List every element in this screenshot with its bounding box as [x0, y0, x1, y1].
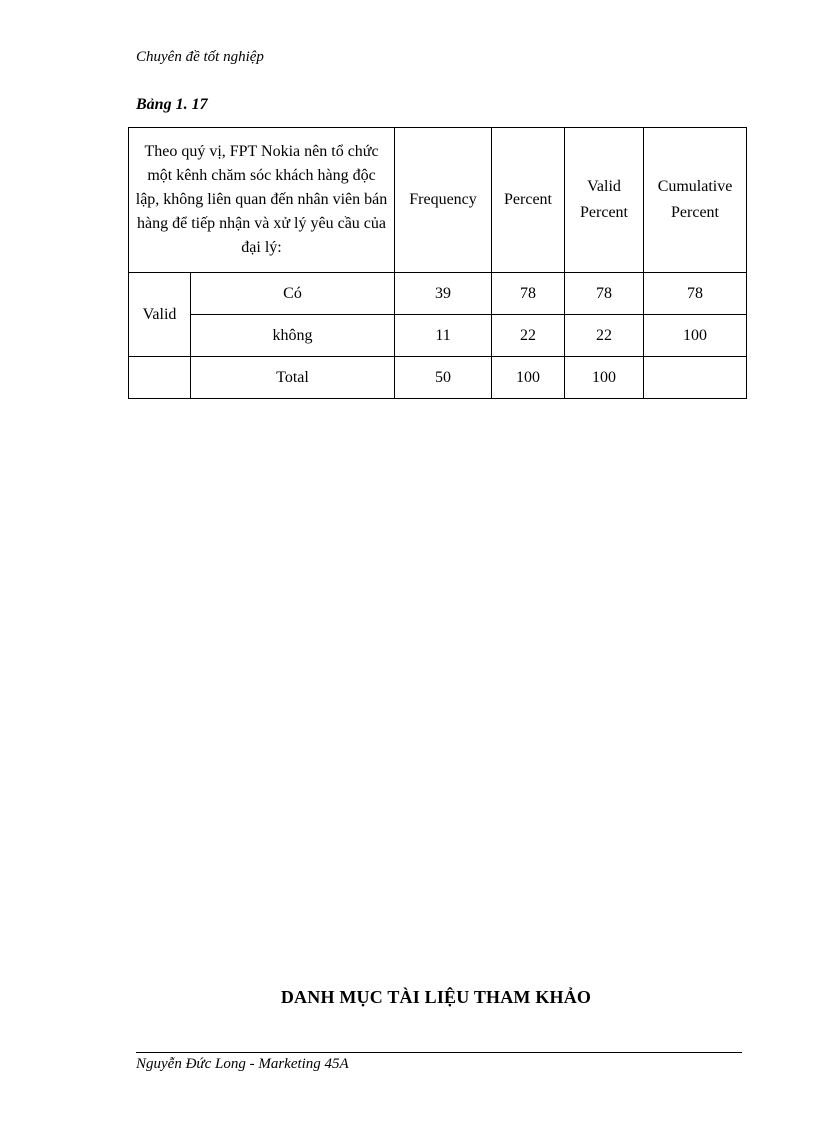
page-header: Chuyên đề tốt nghiệp	[136, 49, 264, 65]
row-label-cell: không	[191, 315, 395, 357]
table-total-row	[129, 357, 747, 399]
section-title: DANH MỤC TÀI LIỆU THAM KHẢO	[280, 987, 592, 1007]
table-caption: Bảng 1. 17	[136, 96, 208, 113]
empty-cell	[129, 357, 191, 399]
frequency-table	[128, 127, 747, 399]
cumulative-percent-cell: 78	[644, 273, 747, 315]
total-percent-cell: 100	[492, 357, 565, 399]
total-frequency-cell: 50	[395, 357, 492, 399]
cumulative-percent-cell: 100	[644, 315, 747, 357]
total-cumulative-percent-cell	[644, 357, 747, 399]
column-header-frequency: Frequency	[395, 128, 492, 273]
table-header-row	[129, 128, 747, 273]
column-header-cumulative-percent: Cumulative Percent	[644, 128, 747, 273]
valid-percent-cell: 22	[565, 315, 644, 357]
column-header-valid-percent: Valid Percent	[565, 128, 644, 273]
percent-cell: 22	[492, 315, 565, 357]
group-label-cell: Valid	[129, 273, 191, 357]
column-header-percent: Percent	[492, 128, 565, 273]
table-row	[129, 315, 747, 357]
total-label-cell: Total	[191, 357, 395, 399]
frequency-cell: 11	[395, 315, 492, 357]
valid-percent-cell: 78	[565, 273, 644, 315]
table-row	[129, 273, 747, 315]
row-label-cell: Có	[191, 273, 395, 315]
frequency-cell: 39	[395, 273, 492, 315]
question-header-cell: Theo quý vị, FPT Nokia nên tổ chức một kênh chăm sóc khách hàng độc lập, không liên quan đến nhân viên bán hàng để tiếp nhận và xử lý yêu cầu của đại lý:	[129, 128, 395, 273]
percent-cell: 78	[492, 273, 565, 315]
total-valid-percent-cell: 100	[565, 357, 644, 399]
footer-divider	[136, 1052, 742, 1053]
page-footer: Nguyễn Đức Long - Marketing 45A	[136, 1056, 349, 1072]
